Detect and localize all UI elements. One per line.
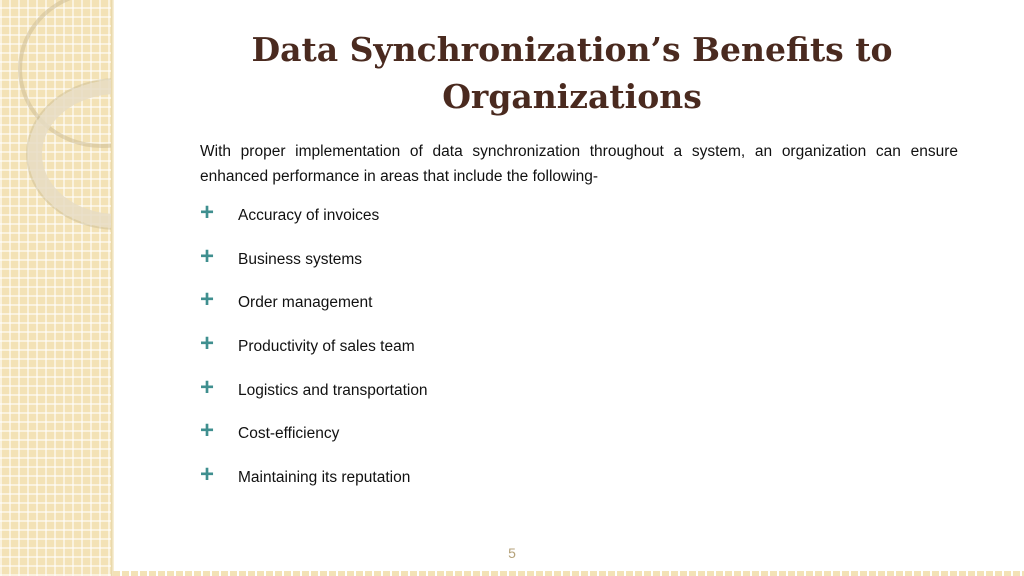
- plus-icon: +: [200, 373, 215, 401]
- bullet-item: [200, 330, 428, 378]
- bullet-item: [200, 199, 428, 247]
- plus-icon: +: [200, 286, 215, 314]
- bullet-item: [200, 417, 428, 465]
- plus-icon: +: [200, 199, 215, 226]
- bullet-item: [200, 373, 428, 422]
- bullet-list: [200, 199, 428, 509]
- plus-icon: +: [200, 330, 215, 358]
- plus-icon: +: [200, 417, 215, 445]
- bullet-text: Logistics and transportation: [238, 381, 428, 399]
- bullet-text: Business systems: [238, 250, 363, 268]
- bullet-text: Cost-efficiency: [238, 425, 340, 443]
- intro-paragraph: With proper implementation of data synchronization throughout a system, an organization can ensure enhanced performance in areas that include the following-: [200, 143, 958, 185]
- bullet-text: Order management: [238, 294, 373, 312]
- bullet-text: Accuracy of invoices: [238, 207, 380, 224]
- bullet-text: Maintaining its reputation: [238, 469, 411, 487]
- plus-icon: +: [200, 461, 215, 489]
- decorative-side-panel: [0, 0, 113, 576]
- decorative-bottom-band: [113, 571, 1024, 576]
- bullet-text: Productivity of sales team: [238, 338, 415, 356]
- page-number: 5: [508, 545, 516, 561]
- bullet-item: [200, 286, 428, 334]
- slide-title: Data Synchronization’s Benefits to Organizations: [251, 30, 893, 116]
- bullet-item: [200, 242, 428, 291]
- bullet-item: [200, 461, 428, 509]
- plus-icon: +: [200, 242, 215, 270]
- panel-edge: [111, 0, 114, 576]
